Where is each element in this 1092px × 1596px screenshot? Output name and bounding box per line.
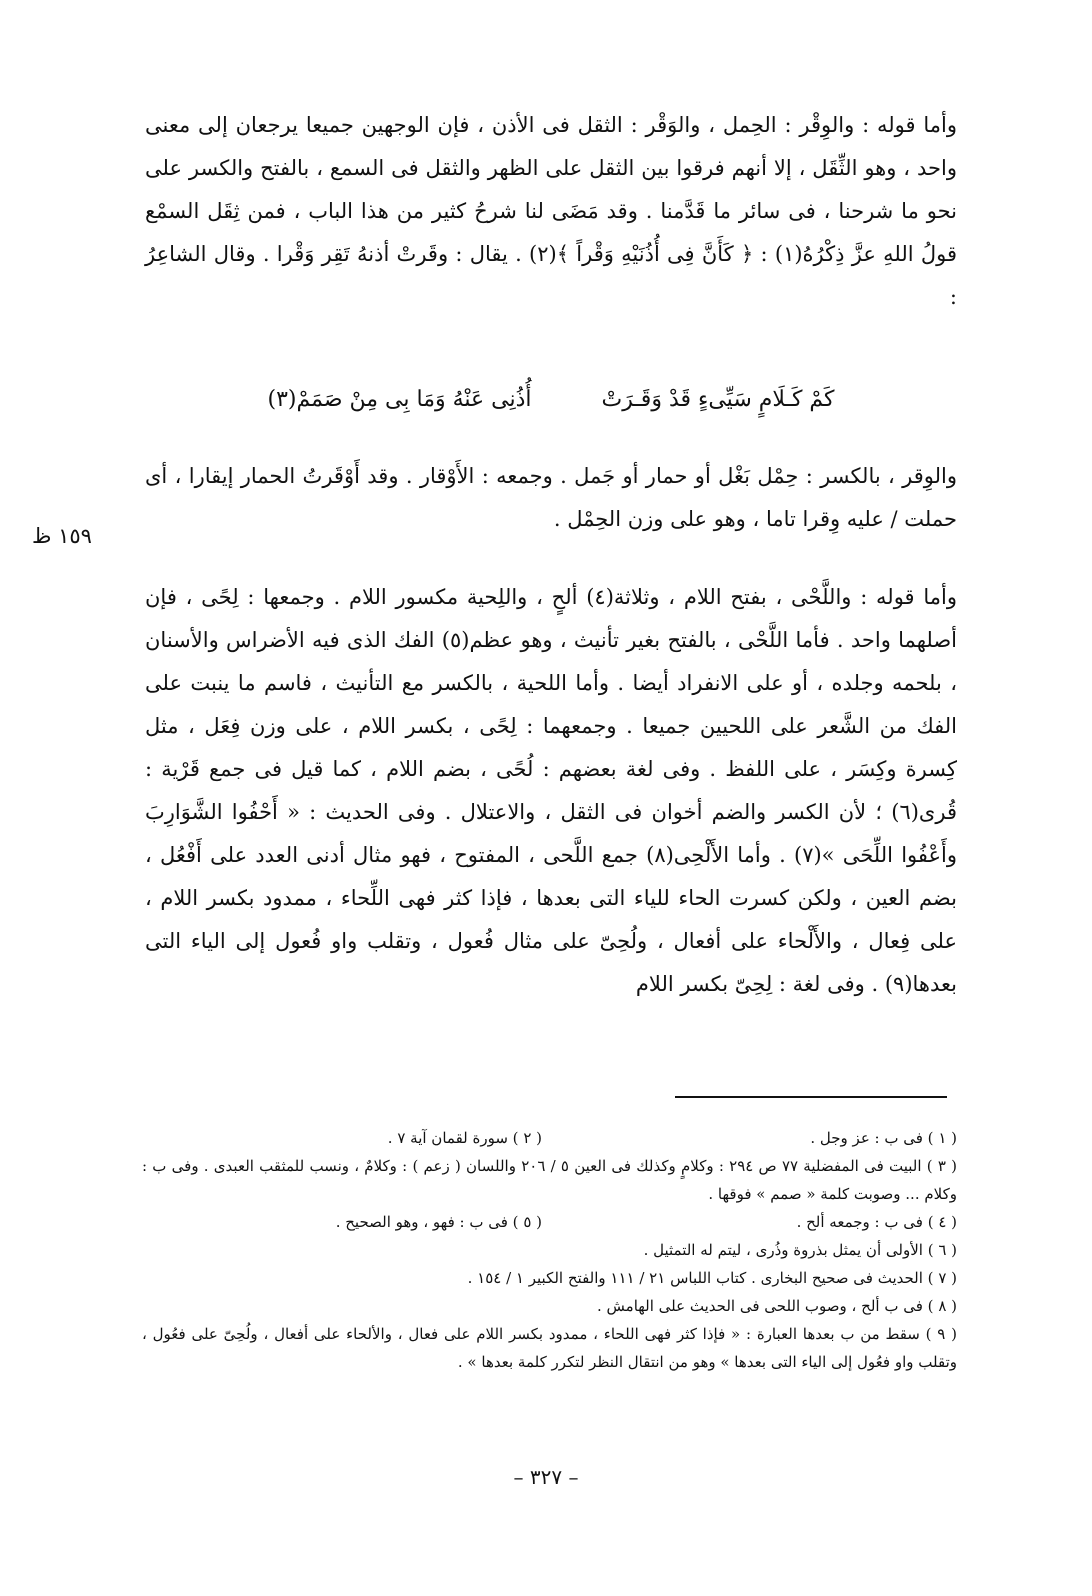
paragraph-wiqr-plural: والوِقر ، بالكسر : حِمْل بَغْل أو حمار أو جَمل . وجمعه : الأَوْقار . وقد أَوْقَرتُ الحمار إيقارا ، أى حملت / عليه وِقرا تاما ، وهو على وزن الحِمْل . [145,464,957,531]
footnote-5: ( ٥ ) فى ب : فهو ، وهو الصحيح . [335,1213,542,1231]
footnote-1: ( ١ ) فى ب : عز وجل . [810,1129,957,1147]
footnote-row [142,1208,957,1236]
footnote-7: ( ٧ ) الحديث فى صحيح البخارى . كتاب اللباس ٢١ / ١١١ والفتح الكبير ١ / ١٥٤ . [467,1269,957,1287]
footnote-4: ( ٤ ) فى ب : وجمعه ألح . [796,1213,957,1231]
verse-first-hemistich: كَمْ كَـلَامٍ سَيِّىءٍ قَدْ وَقَـرَتْ [601,387,835,412]
folio-margin-note: ١٥٩ ظ [32,524,92,548]
footnote-6: ( ٦ ) الأولى أن يمثل بذروة وذُرى ، ليتم له التمثيل . [643,1241,957,1259]
verse-second-hemistich: أُذُنِى عَنْهُ وَمَا بِى مِنْ صَمَمْ(٣) [267,387,532,412]
page-number: – ٣٢٧ – [513,1465,579,1489]
paragraph-wiqr: وأما قوله : والوِقْر : الحِمل ، والوَقْر : الثقل فى الأذن ، فإن الوجهين جميعا يرجعان إلى معنى واحد ، وهو الثِّقَل ، إلا أنهم فرقوا بين الثقل على الظهر والثقل فى السمع ، بالفتح والكسر على نحو ما شرحنا ، فى سائر ما قَدَّمنا . وقد مَضَى لنا شرحُ كثير من هذا الباب ، فمن ثِقَل السمْع قولُ اللهِ عزَّ ذِكْرُهُ(١) : ﴿ كَأَنَّ فِى أُذُنَيْهِ وَقْراً ﴾(٢) . يقال : وقَرتْ أذنهُ تَقِر وَقْرا . وقال الشاعِرُ : [145,113,957,309]
footnote-3: ( ٣ ) البيت فى المفضلية ٧٧ ص ٢٩٤ : وكلامٍ وكذلك فى العين ٥ / ٢٠٦ واللسان ( زعم ) : وكلامٌ ، ونسب للمثقب العبدى . وفى ب : وكلام ... وصوبت كلمة « صمم » فوقها . [142,1157,957,1203]
poetry-verse [145,380,957,420]
paragraph-lahy: وأما قوله : واللَّحْى ، بفتح اللام ، وثلاثة(٤) ألحٍ ، واللِحية مكسور اللام . وجمعها : لِحًى ، فإن أصلهما واحد . فأما اللَّحْى ، بالفتح بغير تأنيث ، وهو عظم(٥) الفك الذى فيه الأضراس والأسنان ، بلحمه وجلده ، أو على الانفراد أيضا . وأما اللحية ، بالكسر مع التأنيث ، فاسم ما ينبت على الفك من الشَّعر على اللحيين جميعا . وجمعهما : لِحًى ، بكسر اللام ، على وزن فِعَل ، مثل كِسرة وكِسَر ، على اللفظ . وفى لغة بعضهم : لُحًى ، بضم اللام ، كما قيل فى جمع قَرْية : قُرى(٦) ؛ لأن الكسر والضم أخوان فى الثقل ، والاعتلال . وفى الحديث : « أَحْفُوا الشَّوَارِبَ وأَعْفُوا اللِّحَى »(٧) . وأما الأَلْحِى(٨) جمع اللَّحى ، المفتوح ، فهو مثال أدنى العدد على أَفْعُل ، بضم العين ، ولكن كسرت الحاء للياء التى بعدها ، فإذا كثر فهى اللِّحاء ، ممدود بكسر اللام ، على فِعال ، والأَلْحاء على أفعال ، ولُحِىّ على مثال فُعول ، وتقلب واو فُعول إلى الياء التى بعدها(٩) . وفى لغة : لِحِىّ بكسر اللام [145,585,958,996]
footnotes [142,1124,957,1376]
footnote-9: ( ٩ ) سقط من ب بعدها العبارة : « فإذا كثر فهى اللحاء ، ممدود بكسر اللام على فعال ، والألحاء على أفعال ، ولُحِىّ على فعُول ، وتقلب واو فعُول إلى الياء التى بعدها » وهو من انتقال النظر لتكرر كلمة بعدها » . [142,1325,957,1371]
footnote-row [142,1124,957,1152]
footnote-8: ( ٨ ) فى ب ألح ، وصوب اللحى فى الحديث على الهامش . [597,1297,957,1315]
footnote-divider [675,1096,947,1098]
footnote-2: ( ٢ ) سورة لقمان آية ٧ . [387,1129,542,1147]
